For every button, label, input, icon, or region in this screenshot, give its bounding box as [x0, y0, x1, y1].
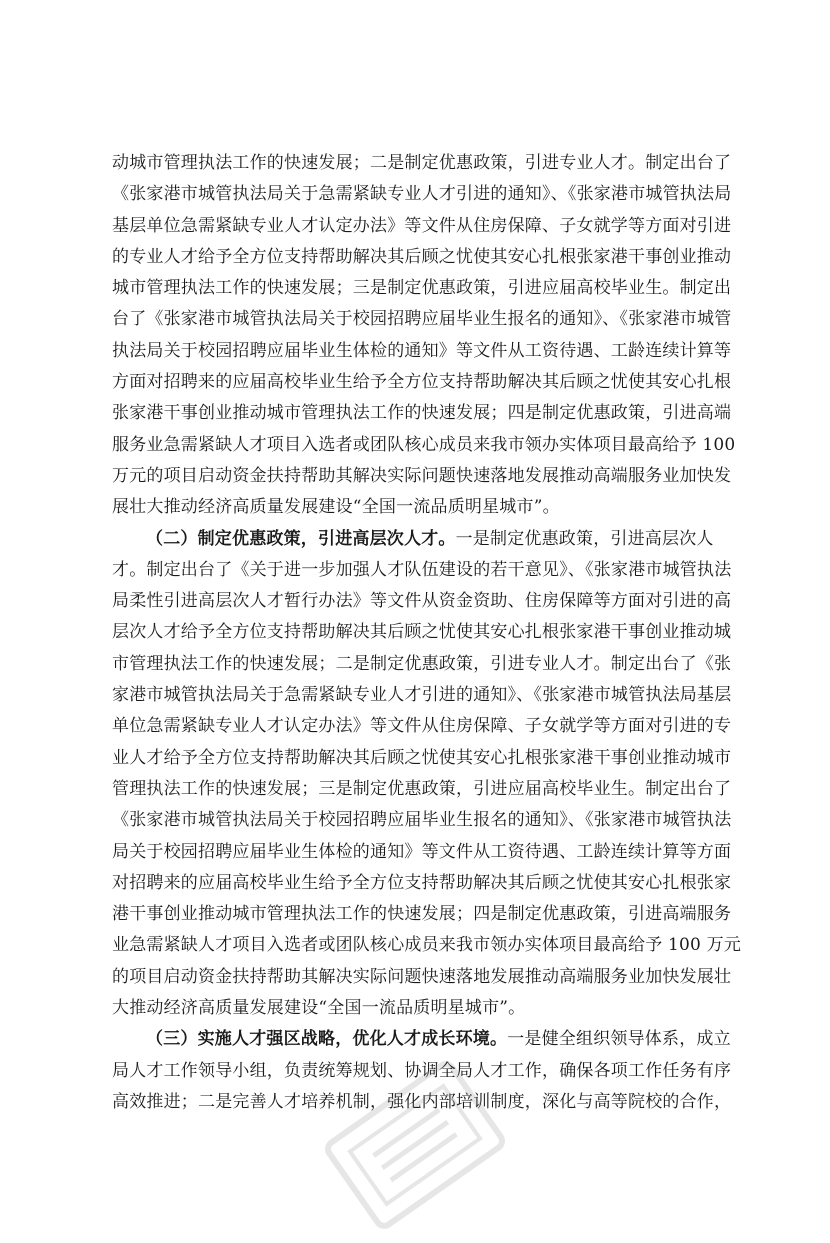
text-line: [112, 868, 732, 899]
line-text: 高效推进；二是完善人才培养机制，强化内部培训制度，深化与高等院校的合作，: [112, 1091, 732, 1112]
text-line: [112, 962, 732, 993]
line-text: 一是健全组织领导体系，成立: [507, 1029, 731, 1050]
line-text: 才。制定出台了《关于进一步加强人才队伍建设的若干意见》、《张家港市城管执法: [112, 559, 732, 580]
line-text: 《张家港市城管执法局关于校园招聘应届毕业生报名的通知》、《张家港市城管执法: [112, 810, 732, 831]
text-line: [112, 367, 732, 398]
line-text: 台了《张家港市城管执法局关于校园招聘应届毕业生报名的通知》、《张家港市城管: [112, 309, 732, 330]
line-text: 对招聘来的应届高校毕业生给予全方位支持帮助解决其后顾之忧使其安心扎根张家: [112, 872, 732, 893]
text-line: [112, 461, 732, 492]
text-line: [112, 242, 732, 273]
line-text: 的项目启动资金扶持帮助其解决实际问题快速落地发展推动高端服务业加快发展壮: [112, 966, 732, 987]
text-line: [112, 148, 732, 179]
section-heading: （二）制定优惠政策，引进高层次人才。: [146, 528, 456, 549]
section-heading: （三）实施人才强区战略，优化人才成长环境。: [146, 1029, 508, 1050]
line-text: 的专业人才给予全方位支持帮助解决其后顾之忧使其安心扎根张家港干事创业推动: [112, 246, 732, 267]
line-text: 动城市管理执法工作的快速发展；二是制定优惠政策，引进专业人才。制定出台了: [112, 153, 732, 173]
text-line: [112, 304, 732, 335]
line-text: 港干事创业推动城市管理执法工作的快速发展；四是制定优惠政策，引进高端服务: [112, 904, 732, 925]
line-text: 单位急需紧缺专业人才认定办法》等文件从住房保障、子女就学等方面对引进的专: [112, 716, 732, 737]
line-text: 管理执法工作的快速发展；三是制定优惠政策，引进应届高校毕业生。制定出台了: [112, 778, 732, 799]
line-text: 市管理执法工作的快速发展；二是制定优惠政策，引进专业人才。制定出台了《张: [112, 653, 732, 674]
text-line: [112, 336, 732, 367]
line-text: 张家港干事创业推动城市管理执法工作的快速发展；四是制定优惠政策，引进高端: [112, 403, 732, 424]
body-text: [112, 148, 742, 1118]
text-line: [112, 649, 732, 680]
line-text: 《张家港市城管执法局关于急需紧缺专业人才引进的通知》、《张家港市城管执法局: [112, 184, 732, 205]
line-text: 业人才给予全方位支持帮助解决其后顾之忧使其安心扎根张家港干事创业推动城市: [112, 747, 732, 768]
text-line: [112, 586, 732, 617]
text-line: [112, 430, 736, 461]
text-line: [112, 805, 732, 836]
line-text: 局人才工作领导小组，负责统筹规划、协调全局人才工作，确保各项工作任务有序: [112, 1060, 732, 1081]
line-text: 执法局关于校园招聘应届毕业生体检的通知》等文件从工资待遇、工龄连续计算等: [112, 340, 732, 361]
text-line: [112, 680, 732, 711]
text-line: [112, 774, 732, 805]
line-text: 层次人才给予全方位支持帮助解决其后顾之忧使其安心扎根张家港干事创业推动城: [112, 622, 732, 643]
line-text: 展壮大推动经济高质量发展建设“全国一流品质明星城市”。: [112, 497, 560, 518]
text-line: [112, 211, 732, 242]
line-text: 局关于校园招聘应届毕业生体检的通知》等文件从工资待遇、工龄连续计算等方面: [112, 841, 732, 862]
text-line: [112, 492, 712, 523]
line-text: 业急需紧缺人才项目入选者或团队核心成员来我市领办实体项目最高给予 100 万元: [112, 935, 742, 956]
text-line: [112, 743, 732, 774]
line-text: 万元的项目启动资金扶持帮助其解决实际问题快速落地发展推动高端服务业加快发: [112, 465, 732, 486]
text-line: [112, 837, 732, 868]
text-line: [112, 711, 732, 742]
line-text: 一是制定优惠政策，引进高层次人: [455, 528, 714, 549]
line-text: 服务业急需紧缺人才项目入选者或团队核心成员来我市领办实体项目最高给予 100: [112, 434, 736, 455]
text-line: [112, 273, 732, 304]
text-line: [112, 398, 732, 429]
text-line: [112, 930, 742, 961]
text-line: [112, 179, 732, 210]
line-text: 家港市城管执法局关于急需紧缺专业人才引进的通知》、《张家港市城管执法局基层: [112, 685, 732, 706]
text-line: [112, 524, 712, 555]
text-line: [112, 555, 732, 586]
text-line: [112, 993, 712, 1024]
line-text: 局柔性引进高层次人才暂行办法》等文件从资金资助、住房保障等方面对引进的高: [112, 591, 732, 612]
line-text: 基层单位急需紧缺专业人才认定办法》等文件从住房保障、子女就学等方面对引进: [112, 215, 732, 236]
text-line: [112, 899, 732, 930]
line-text: 城市管理执法工作的快速发展；三是制定优惠政策，引进应届高校毕业生。制定出: [112, 278, 732, 299]
text-line: [112, 617, 732, 648]
line-text: 大推动经济高质量发展建设“全国一流品质明星城市”。: [112, 998, 526, 1019]
text-line: [112, 1024, 731, 1055]
line-text: 方面对招聘来的应届高校毕业生给予全方位支持帮助解决其后顾之忧使其安心扎根: [112, 372, 732, 393]
